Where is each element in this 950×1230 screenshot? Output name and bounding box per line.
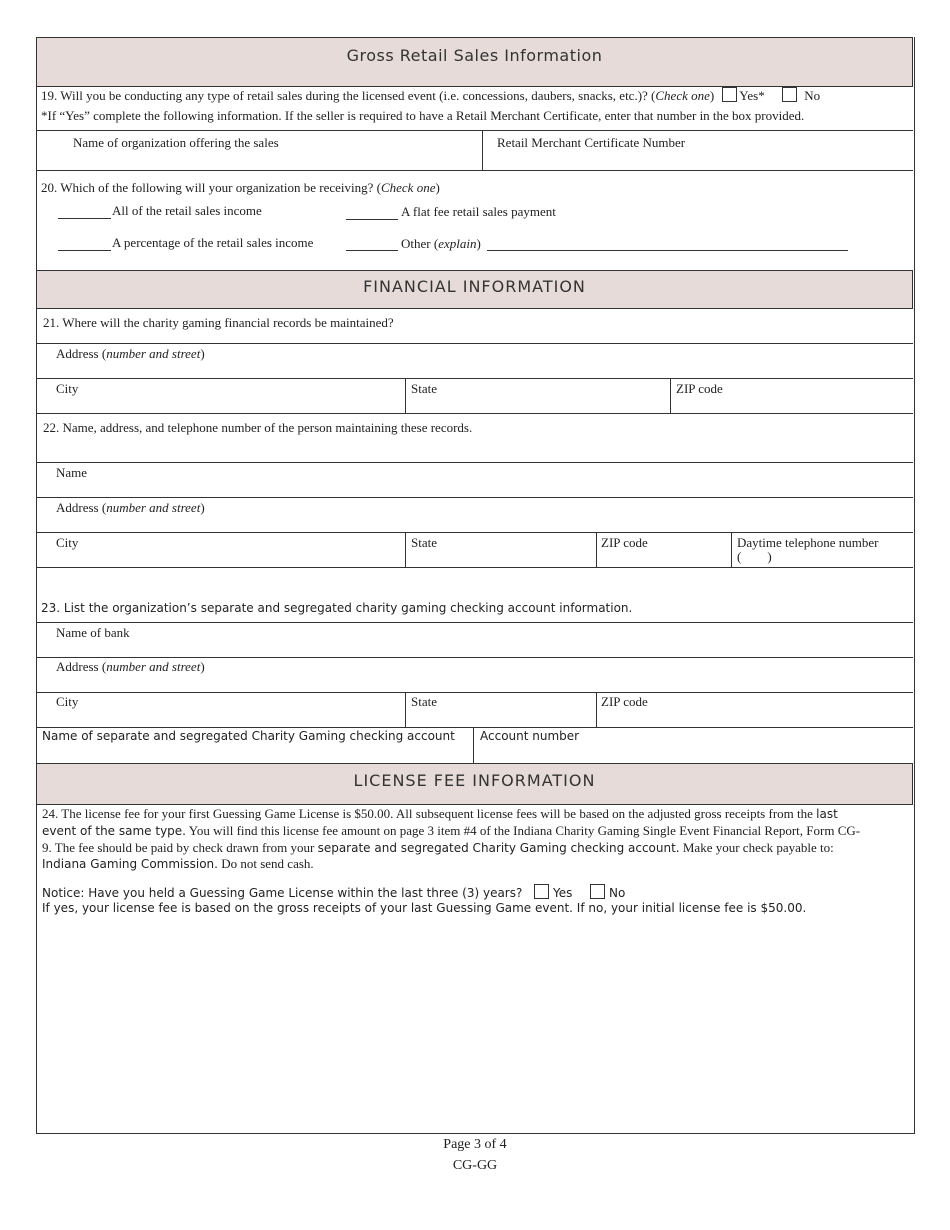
q20-all-blank[interactable]: [58, 218, 111, 219]
page-number: Page 3 of 4: [443, 1137, 507, 1152]
q21-state-field[interactable]: [406, 379, 670, 413]
section-header-financial: FINANCIAL INFORMATION: [36, 270, 913, 309]
q23-address-label: Address (number and street): [56, 659, 205, 674]
question-22: 22. Name, address, and telephone number of the person maintaining these records.: [43, 420, 473, 435]
q19-yes-label: Yes*: [739, 88, 765, 103]
q22-zip-label: ZIP code: [601, 535, 648, 550]
q23-zip-label: ZIP code: [601, 694, 648, 709]
q24-line-2: event of the same type. You will find this license fee amount on page 3 item #4 of the Indiana Charity Gaming Single Event Financial Report, Form CG-: [42, 823, 861, 838]
section-header-retail: Gross Retail Sales Information: [36, 37, 913, 87]
form-id: CG-GG: [452, 1158, 498, 1173]
q21-state-label: State: [411, 381, 437, 396]
question-19: 19. Will you be conducting any type of retail sales during the licensed event (i.e. concessions, daubers, snacks, etc.)? (Check one) Yes* No: [41, 88, 821, 103]
q22-zip-field[interactable]: [597, 533, 731, 567]
question-21: 21. Where will the charity gaming financial records be maintained?: [43, 315, 394, 330]
q21-zip-label: ZIP code: [676, 381, 723, 396]
q22-phone-field[interactable]: [732, 533, 912, 567]
q24-line-3: 9. The fee should be paid by check drawn from your separate and segregated Charity Gaming checking account. Make your check payable to:: [42, 840, 834, 855]
org-name-field[interactable]: [37, 131, 482, 169]
q20-other-label: Other (explain): [401, 236, 481, 251]
q22-state-label: State: [411, 535, 437, 550]
q22-city-field[interactable]: [37, 533, 405, 567]
q20-other-explain-line[interactable]: [487, 250, 848, 251]
q21-address-label: Address (number and street): [56, 346, 205, 361]
q20-all-label: All of the retail sales income: [112, 203, 262, 218]
q22-state-field[interactable]: [406, 533, 596, 567]
q23-state-label: State: [411, 694, 437, 709]
q22-address-field[interactable]: [37, 498, 912, 532]
question-23: 23. List the organization’s separate and segregated charity gaming checking account information.: [41, 601, 633, 615]
q20-pct-label: A percentage of the retail sales income: [112, 235, 314, 250]
q24-no-label: No: [609, 886, 626, 900]
q22-city-label: City: [56, 535, 79, 550]
q21-zip-field[interactable]: [671, 379, 912, 413]
q19-no-label: No: [804, 88, 821, 103]
section-header-license-fee: LICENSE FEE INFORMATION: [36, 763, 913, 805]
q23-zip-field[interactable]: [597, 693, 912, 727]
q24-line-1: 24. The license fee for your first Guessing Game License is $50.00. All subsequent license fees will be based on the adjusted gross receipts from the last: [42, 806, 838, 821]
org-name-label: Name of organization offering the sales: [73, 135, 279, 150]
q23-city-field[interactable]: [37, 693, 405, 727]
q19-yes-checkbox[interactable]: [722, 87, 737, 102]
q23-city-label: City: [56, 694, 79, 709]
q24-notice: Notice: Have you held a Guessing Game License within the last three (3) years? Yes No: [42, 886, 626, 900]
q20-pct-blank[interactable]: [58, 250, 111, 251]
q23-address-field[interactable]: [37, 658, 912, 692]
q23-account-number-label: Account number: [480, 729, 580, 743]
question-20: 20. Which of the following will your organization be receiving? (Check one): [41, 180, 440, 195]
q23-bank-field[interactable]: [37, 623, 912, 657]
q20-flat-label: A flat fee retail sales payment: [401, 204, 556, 219]
q24-yes-label: Yes: [553, 886, 573, 900]
q20-flat-blank[interactable]: [346, 219, 398, 220]
q24-line-4: Indiana Gaming Commission. Do not send cash.: [42, 856, 314, 871]
q24-notice-detail: If yes, your license fee is based on the gross receipts of your last Guessing Game event. If no, your initial license fee is $50.00.: [42, 901, 807, 915]
q19-no-checkbox[interactable]: [782, 87, 797, 102]
q22-phone-paren: ( ): [737, 549, 772, 564]
q23-account-number-field[interactable]: [474, 728, 912, 762]
rmc-label: Retail Merchant Certificate Number: [497, 135, 686, 150]
q21-city-field[interactable]: [37, 379, 405, 413]
q24-yes-checkbox[interactable]: [534, 884, 549, 899]
q22-address-label: Address (number and street): [56, 500, 205, 515]
q21-address-field[interactable]: [37, 344, 912, 378]
form-frame: [36, 37, 915, 1134]
rmc-number-field[interactable]: [483, 131, 912, 169]
q22-phone-label: Daytime telephone number: [737, 535, 879, 550]
q22-name-label: Name: [56, 465, 88, 480]
q23-account-name-label: Name of separate and segregated Charity Gaming checking account: [42, 729, 455, 743]
q23-account-name-field[interactable]: [37, 728, 473, 762]
q22-name-field[interactable]: [37, 463, 912, 497]
q21-city-label: City: [56, 381, 79, 396]
q24-no-checkbox[interactable]: [590, 884, 605, 899]
q23-bank-label: Name of bank: [56, 625, 130, 640]
q20-other-blank[interactable]: [346, 250, 398, 251]
q19-note: *If “Yes” complete the following information. If the seller is required to have a Retail Merchant Certificate, enter that number in the box provided.: [41, 108, 805, 123]
q23-state-field[interactable]: [406, 693, 596, 727]
